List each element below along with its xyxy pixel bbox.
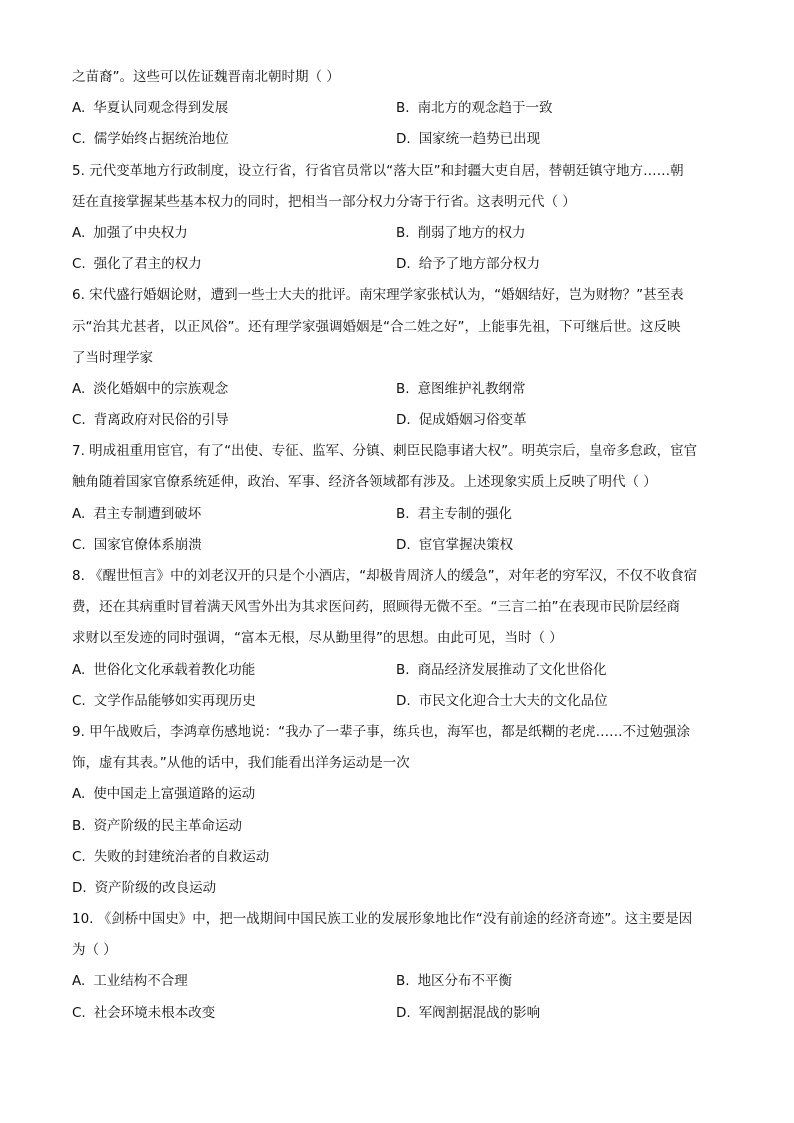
q8-stem-line: 费，还在其病重时冒着满天风雪外出为其求医问药，照顾得无微不至。“三言二拍”在表现市民阶层经商 [72,599,680,616]
q6-option-b[interactable]: B. 意图维护礼教纲常 [396,380,526,397]
q7-option-d[interactable]: D. 宦官掌握决策权 [396,536,514,553]
q8-option-a[interactable]: A. 世俗化文化承载着教化功能 [72,661,256,678]
q8-option-d[interactable]: D. 市民文化迎合士大夫的文化品位 [396,692,608,709]
q7-option-a[interactable]: A. 君主专制遭到破坏 [72,505,202,522]
q9-option-a[interactable]: A. 使中国走上富强道路的运动 [72,786,256,803]
q7-option-b[interactable]: B. 君主专制的强化 [396,505,513,522]
q9-stem-line: 饰，虚有其表。”从他的话中，我们能看出洋务运动是一次 [72,755,410,772]
q6-option-d[interactable]: D. 促成婚姻习俗变革 [396,412,527,429]
q10-option-b[interactable]: B. 地区分布不平衡 [396,973,513,990]
q6-options-row-2 [72,405,724,436]
q8-stem-line: 求财以至发迹的同时强调，“富本无根，尽从勤里得”的思想。由此可见，当时（ ） [72,630,563,647]
q4-option-b[interactable]: B. 南北方的观念趋于一致 [396,100,553,117]
q7-stem-line: 触角随着国家官僚系统延伸，政治、军事、经济各领域都有涉及。上述现象实质上反映了明代（ ） [72,474,657,491]
q8-options-row-2 [72,686,724,717]
q4-option-a[interactable]: A. 华夏认同观念得到发展 [72,100,229,117]
q10-stem-line: 为（ ） [72,942,117,959]
q6-stem-line: 了当时理学家 [72,349,153,366]
q7-options-row-1 [72,499,724,530]
q10-option-c[interactable]: C. 社会环境未根本改变 [72,1004,216,1021]
q8-stem-line: 8. 《醒世恒言》中的刘老汉开的只是个小酒店，“却极肯周济人的缓急”，对年老的穷军汉，不仅不收食宿 [72,568,698,584]
q5-stem-line: 廷在直接掌握某些基本权力的同时，把相当一部分权力分寄于行省。这表明元代（ ） [72,193,576,210]
q5-option-c[interactable]: C. 强化了君主的权力 [72,256,202,273]
q5-option-b[interactable]: B. 削弱了地方的权力 [396,224,526,241]
q5-options-row-1 [72,218,724,249]
q10-options-row-1 [72,966,724,997]
q10-option-d[interactable]: D. 军阀割据混战的影响 [396,1004,541,1021]
q4-option-d[interactable]: D. 国家统一趋势已出现 [396,131,541,148]
q8-options-row-1 [72,655,724,686]
q10-options-row-2 [72,998,724,1029]
q6-stem-line: 6. 宋代盛行婚姻论财，遭到一些士大夫的批评。南宋理学家张栻认为，“婚姻结好，岂为财物？”甚至表 [72,287,684,304]
q5-stem-line: 5. 元代变革地方行政制度，设立行省，行省官员常以“落大臣”和封疆大吏自居，替朝廷镇守地方……朝 [72,162,684,179]
q6-option-a[interactable]: A. 淡化婚姻中的宗族观念 [72,380,229,397]
q6-options-row-1 [72,374,724,405]
q9-option-b[interactable]: B. 资产阶级的民主革命运动 [72,817,243,834]
q4-stem-line: 之苗裔”。这些可以佐证魏晋南北朝时期（ ） [72,69,340,85]
q8-option-c[interactable]: C. 文学作品能够如实再现历史 [72,692,256,709]
q4-options-row-1 [72,93,724,124]
q10-option-a[interactable]: A. 工业结构不合理 [72,973,188,990]
q4-options-row-2 [72,124,724,155]
q7-option-c[interactable]: C. 国家官僚体系崩溃 [72,536,202,553]
q10-stem-line: 10. 《剑桥中国史》中，把一战期间中国民族工业的发展形象地比作“没有前途的经济奇迹”。这主要是因 [72,911,693,928]
q6-stem-line: 示“治其尤甚者，以正风俗”。还有理学家强调婚姻是“合二姓之好”，上能事先祖，下可继后世。这反映 [72,318,681,335]
q9-option-c[interactable]: C. 失败的封建统治者的自救运动 [72,848,270,865]
q4-option-c[interactable]: C. 儒学始终占据统治地位 [72,131,229,148]
q9-stem-line: 9. 甲午战败后，李鸿章伤感地说：“我办了一辈子事，练兵也，海军也，都是纸糊的老虎……不过勉强涂 [72,723,691,740]
q5-option-d[interactable]: D. 给予了地方部分权力 [396,256,541,273]
exam-page [72,62,724,1029]
q8-option-b[interactable]: B. 商品经济发展推动了文化世俗化 [396,661,607,678]
q5-options-row-2 [72,249,724,280]
q7-stem-line: 7. 明成祖重用宦官，有了“出使、专征、监军、分镇、刺臣民隐事诸大权”。明英宗后，皇帝多怠政，宦官 [72,443,698,460]
q9-option-d[interactable]: D. 资产阶级的改良运动 [72,879,217,896]
q7-options-row-2 [72,530,724,561]
q6-option-c[interactable]: C. 背离政府对民俗的引导 [72,412,229,429]
q5-option-a[interactable]: A. 加强了中央权力 [72,224,188,241]
